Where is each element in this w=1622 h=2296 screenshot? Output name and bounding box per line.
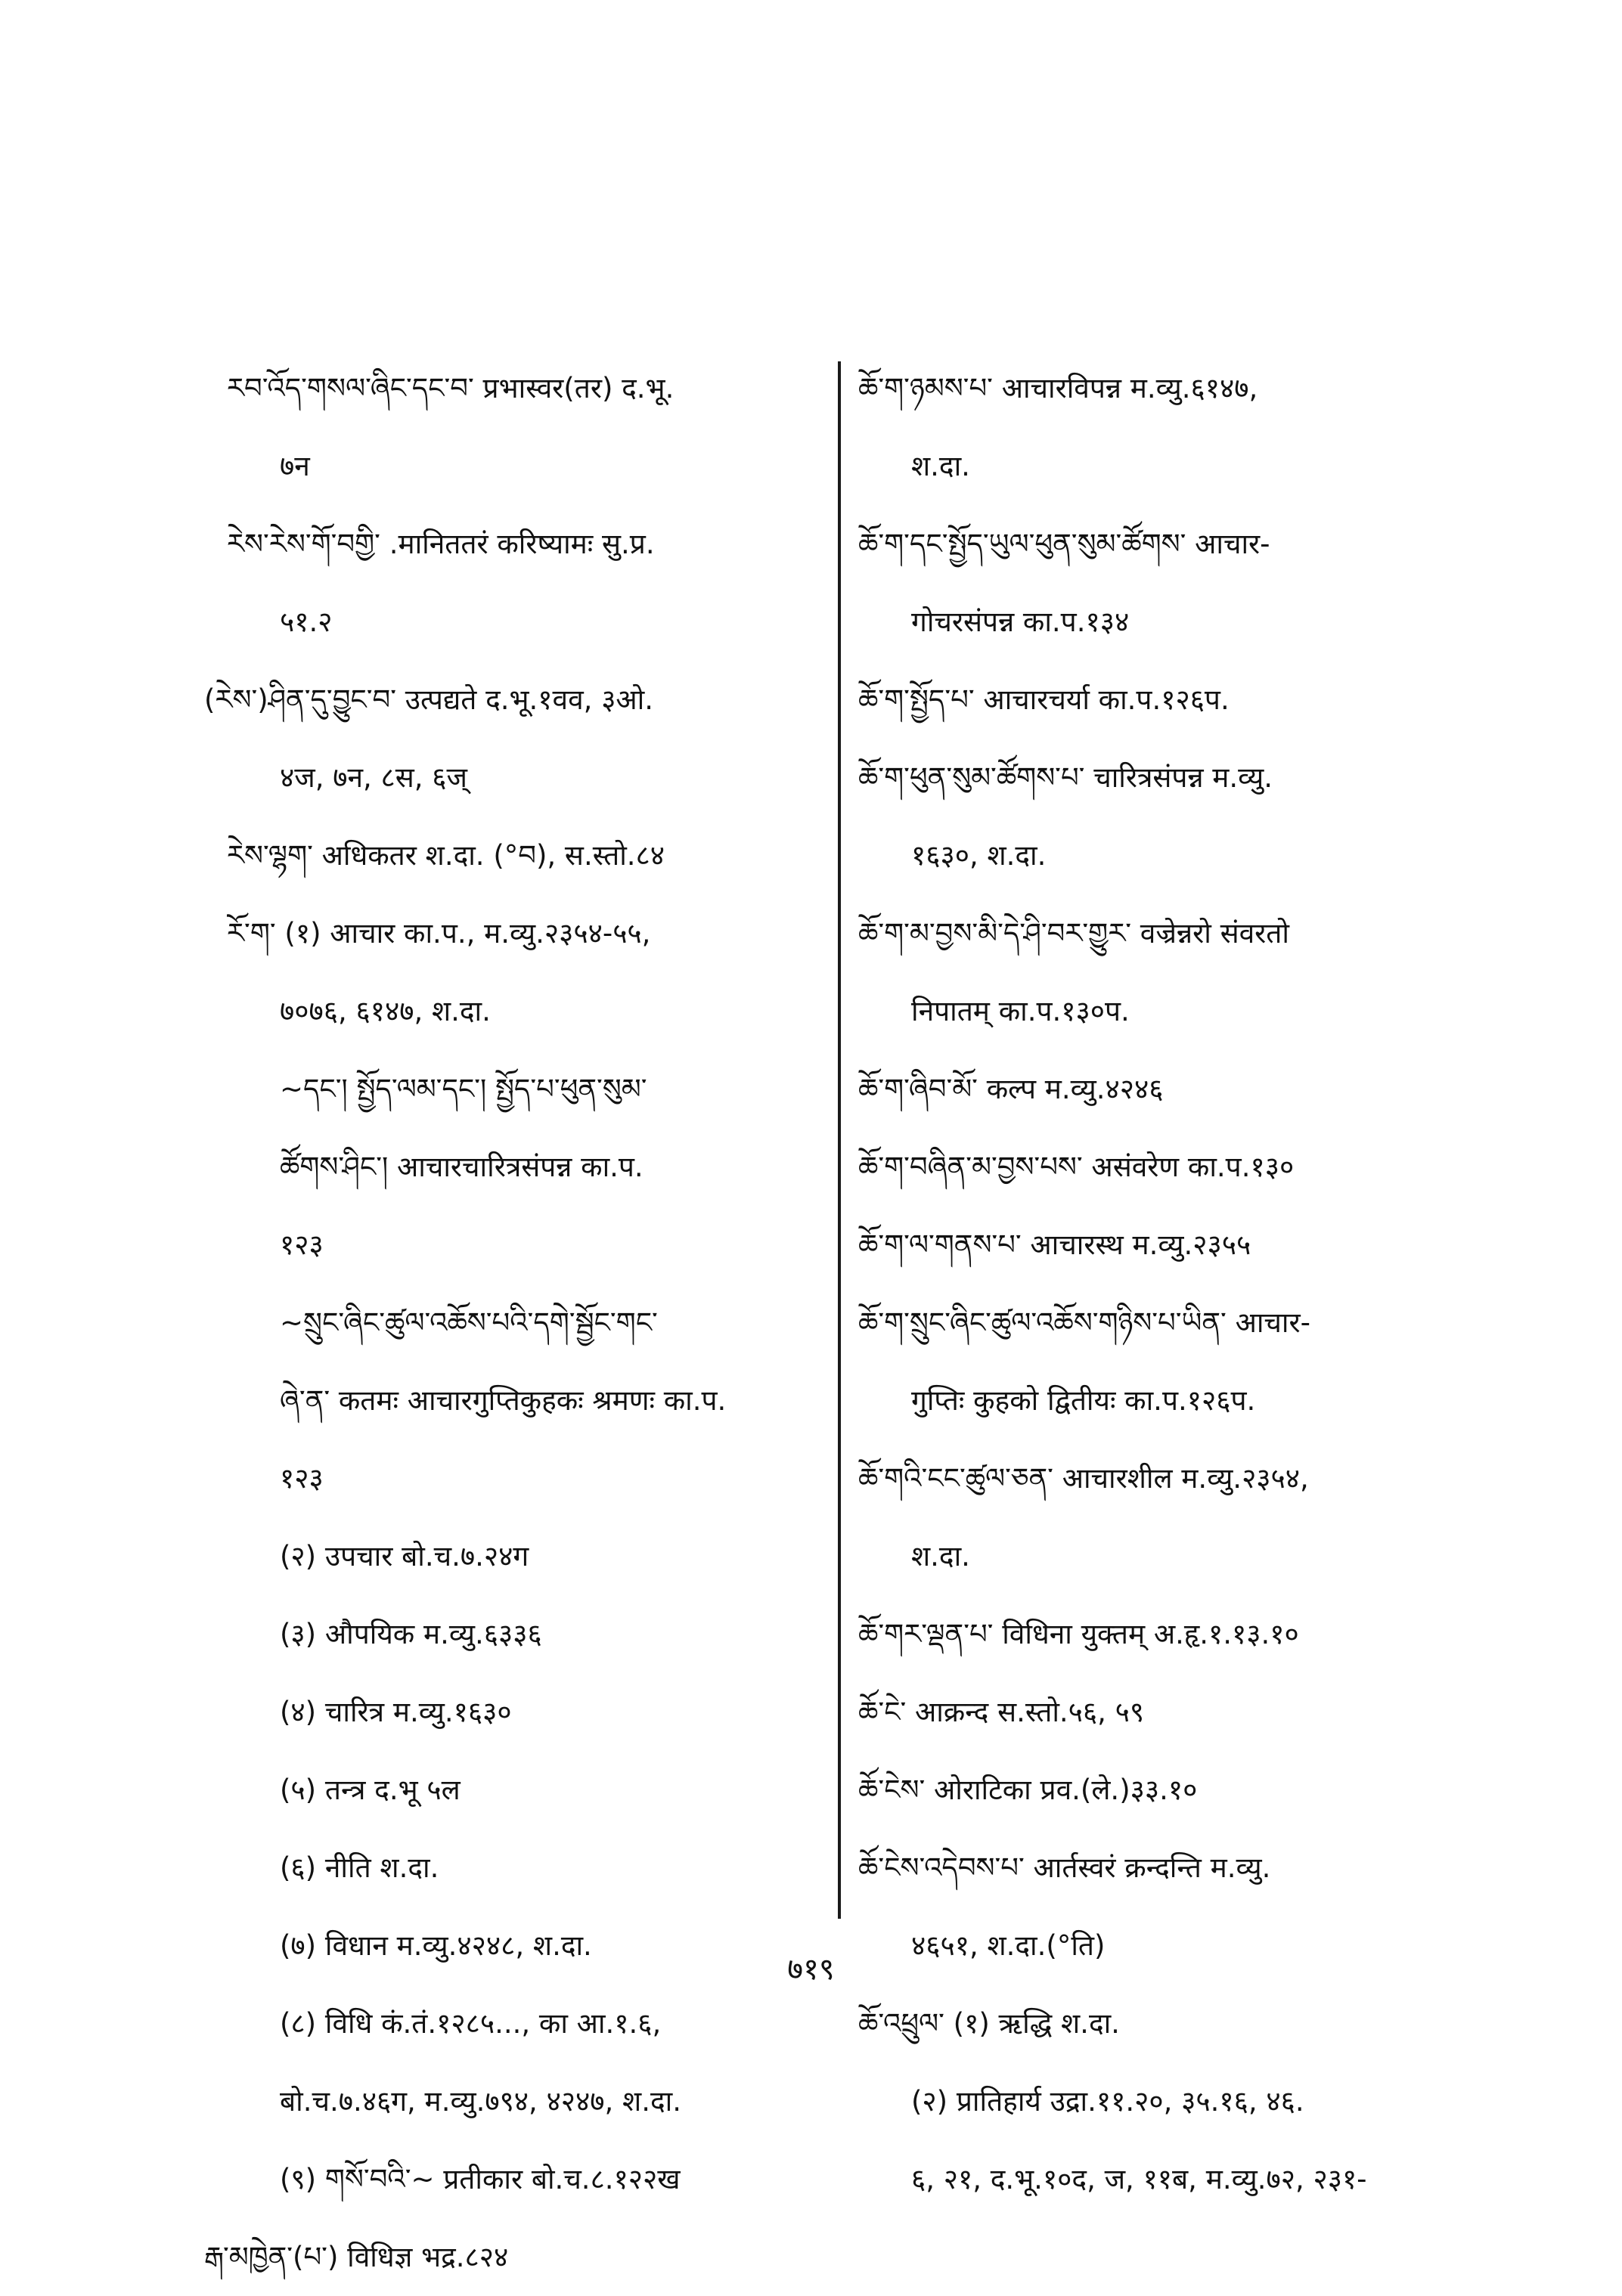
entry-line: ६, २१, द.भू.१०द, ज, ११ब, म.व्यु.७२, २३१- xyxy=(911,2163,1367,2195)
entry-line: རོ་ག་ (१) आचार का.प., म.व्यु.२३५४-५५, xyxy=(227,917,651,950)
entry-line: ཆོ་ངེས་འདེབས་པ་ आर्तस्वरं क्रन्दन्ति म.व्यु. xyxy=(858,1851,1271,1884)
entry-line: १६३०, श.दा. xyxy=(911,839,1047,872)
entry-line: ཆོ་ག་སྤྱོད་པ་ आचारचर्या का.प.१२६प. xyxy=(858,683,1230,716)
entry-line: (२) उपचार बो.च.७.२४ग xyxy=(280,1540,529,1572)
entry-line: १२३ xyxy=(280,1229,324,1261)
entry-line: गोचरसंपन्न का.प.१३४ xyxy=(911,606,1130,638)
entry-line: (६) नीति श.दा. xyxy=(280,1851,439,1884)
column-divider xyxy=(838,361,841,1919)
entry-line: निपातम् का.प.१३०प. xyxy=(911,995,1130,1027)
entry-line: ~སྲུང་ཞིང་ཚུལ་འཆོས་པའི་དགེ་སྦྱོང་གང་ xyxy=(280,1306,658,1339)
entry-line: ཆོ་གར་ལྡན་པ་ विधिना युक्तम् अ.हृ.१.१३.१० xyxy=(858,1618,1299,1650)
entry-line: ཆོ་ག་སྲུང་ཞིང་ཚུལ་འཆོས་གཉིས་པ་ཡིན་ आचार- xyxy=(858,1306,1310,1339)
entry-line: ४६५१, श.दा.(°ति) xyxy=(911,1929,1106,1962)
entry-line: ཆོ་ག་ལ་གནས་པ་ आचारस्थ म.व्यु.२३५५ xyxy=(858,1229,1251,1261)
entry-line: गुप्तिः कुहको द्वितीयः का.प.१२६प. xyxy=(911,1384,1256,1417)
right-column xyxy=(858,349,1463,2218)
entry-line: (९) གསོ་བའི་~ प्रतीकार बो.च.८.१२२ख xyxy=(280,2163,681,2195)
entry-line: ཚོགས་ཤིང་། आचारचारित्रसंपन्न का.प. xyxy=(280,1151,644,1183)
entry-line: ~དང་། སྤྱོད་ལམ་དང་། སྤྱོད་པ་ཕུན་སུམ་ xyxy=(280,1073,647,1105)
entry-line: རྒ་མཁྱེན་(པ་) विधिज्ञ भद्र.८२४ xyxy=(204,2241,509,2273)
entry-line: (४) चारित्र म.व्यु.१६३० xyxy=(280,1696,512,1728)
entry-line: श.दा. xyxy=(911,450,970,482)
entry-line: ཆོ་ག་ཞིབ་མོ་ कल्प म.व्यु.४२४६ xyxy=(858,1073,1164,1105)
entry-line: ५१.२ xyxy=(280,606,333,638)
entry-line: (२) प्रातिहार्य उद्रा.११.२०, ३५.१६, ४६. xyxy=(911,2085,1304,2118)
entry-line: ཆོ་ག་མ་བྱས་མི་དེ་ཤི་བར་གྱུར་ वज्रेन्नरो संवरतो xyxy=(858,917,1289,950)
entry-line: ཆོ་གའི་ངང་ཚུལ་ཅན་ आचारशील म.व्यु.२३५४, xyxy=(858,1462,1309,1495)
entry-line: རེས་ལྷག་ अधिकतर श.दा. (°བ), स.स्तो.८४ xyxy=(227,839,665,872)
entry-line: ཆོ་ག་བཞིན་མ་བྱས་པས་ असंवरेण का.प.१३० xyxy=(858,1151,1295,1183)
entry-line: श.दा. xyxy=(911,1540,970,1572)
left-column xyxy=(204,349,824,2296)
entry-line: ७न xyxy=(280,450,310,482)
entry-line: ཆོ་ངེ་ आक्रन्द स.स्तो.५६, ५९ xyxy=(858,1696,1145,1728)
entry-line: (५) तन्त्र द.भू ५ल xyxy=(280,1774,461,1806)
entry-line: ཞེ་ན་ कतमः आचारगुप्तिकुहकः श्रमणः का.प. xyxy=(280,1384,727,1417)
entry-line: (རེས་)ཤིན་དུ་བྱུང་བ་ उत्पद्यते द.भू.१वव, ३ओ. xyxy=(204,683,654,716)
entry-line: ཆོ་ག་ཕུན་སུམ་ཚོགས་པ་ चारित्रसंपन्न म.व्यु. xyxy=(858,761,1273,794)
entry-line: (७) विधान म.व्यु.४२४८, श.दा. xyxy=(280,1929,592,1962)
entry-line: बो.च.७.४६ग, म.व्यु.७९४, ४२४७, श.दा. xyxy=(280,2085,681,2118)
entry-line: ཆོ་ངེས་ ओराटिका प्रव.(ले.)३३.१० xyxy=(858,1774,1198,1806)
entry-line: (३) औपयिक म.व्यु.६३३६ xyxy=(280,1618,542,1650)
entry-line: ཆོ་ག་དང་སྤྱོད་ཡུལ་ཕུན་སུམ་ཚོགས་ आचार- xyxy=(858,528,1270,560)
entry-line: རེས་རེས་གོ་བགྱི་ .मानिततरं करिष्यामः सु.प्र. xyxy=(227,528,655,560)
entry-line: ཆོ་འཕྲུལ་ (१) ऋद्धि श.दा. xyxy=(858,2007,1120,2040)
entry-line: ७०७६, ६१४७, श.दा. xyxy=(280,995,491,1027)
page-number: ७१९ xyxy=(787,1952,835,1987)
entry-line: ཆོ་ག་ཉམས་པ་ आचारविपन्न म.व्यु.६१४७, xyxy=(858,372,1258,404)
entry-line: ४ज, ७न, ८स, ६ज् xyxy=(280,761,467,794)
entry-line: རབ་འོད་གསལ་ཞིང་དང་བ་ प्रभास्वर(तर) द.भू. xyxy=(227,372,675,404)
entry-line: १२३ xyxy=(280,1462,324,1495)
entry-line: (८) विधि कं.तं.१२८५..., का आ.१.६, xyxy=(280,2007,662,2040)
